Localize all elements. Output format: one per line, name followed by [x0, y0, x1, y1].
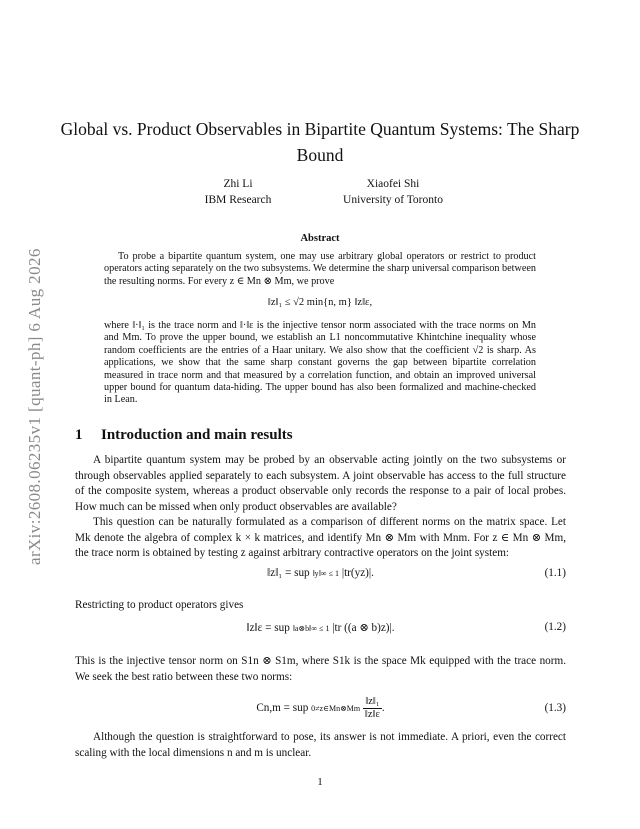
abstract-paragraph-2: where ‖·‖₁ is the trace norm and ‖·‖ε is the injective tensor norm associated with the trace norms on Mn and Mm. To prove the upper bound, we establish an L1 noncommutative Khintchine inequality whose random coefficients are the entries of a Haar unitary. We also show that the coefficient √2 is sharp. As applications, we show that the same sharp constant governs the gap between bipartite correlation measured in trace norm and that measured by a correlation function, and obtain an improved universal upper bound for quantum data-hiding. The upper bound has also been formalized and machine-checked in Lean.	[104, 320, 536, 406]
body-paragraph-1: A bipartite quantum system may be probed by an observable acting jointly on the two subsystems or through observables applied separately to each subsystem. A joint observable has access to the full structure of the composite system, whereas a product observable only records the response to a pair of local probes. How much can be missed when only product observables are available?	[75, 454, 566, 513]
body-paragraph-3: Restricting to product operators gives	[75, 599, 244, 611]
section-number: 1	[75, 427, 83, 443]
section-heading	[75, 427, 293, 444]
abstract-paragraph-1: To probe a bipartite quantum system, one may use arbitrary global operators or restrict to product operators acting separately on the two subsystems. We determine the sharp universal comparison between the resulting norms. For every z ∈ Mn ⊗ Mm, we prove	[104, 251, 536, 287]
abstract-equation: ‖z‖₁ ≤ √2 min{n, m} ‖z‖ε,	[267, 297, 373, 308]
equation-number: (1.2)	[544, 621, 566, 633]
body-paragraph-4: This is the injective tensor norm on S1n ⊗ S1m, where S1k is the space Mk equipped with the trace norm. We seek the best ratio between these two norms:	[75, 655, 566, 683]
equation-formula: ‖z‖₁ = sup ‖y‖∞ ≤ 1 |tr(yz)|.	[267, 567, 374, 579]
author-2	[318, 176, 468, 208]
equation-formula: Cn,m = sup 0≠z∈Mn⊗Mm $\frac{\text{‖z‖₁}}{‖z‖\varepsilon}$ .	[256, 696, 385, 720]
author-1	[178, 176, 298, 208]
paper-title: Global vs. Product Observables in Bipartite Quantum Systems: The Sharp Bound	[60, 119, 580, 165]
author-affiliation: IBM Research	[204, 194, 272, 206]
equation-1-3	[75, 696, 566, 726]
equation-formula: ‖z‖ε = sup ‖a⊗b‖∞ ≤ 1 |tr ((a ⊗ b)z)|.	[246, 622, 395, 634]
equation-1-1	[75, 567, 566, 593]
section-title: Introduction and main results	[101, 427, 293, 443]
body-paragraph-5: Although the question is straightforward to pose, its answer is not immediate. A priori, even the correct scaling with the local dimensions n and m is unclear.	[75, 731, 566, 759]
equation-1-2	[75, 621, 566, 647]
body-paragraph-2: This question can be naturally formulated as a comparison of different norms on the matrix space. Let Mk denote the algebra of complex k × k matrices, and identify Mn ⊗ Mm with Mnm. For z ∈ Mn ⊗ Mm, the trace norm is obtained by testing z against arbitrary contractive operators on the joint system:	[75, 516, 566, 560]
fraction: $\frac{\text{‖z‖₁}}{‖z‖\varepsilon}$	[364, 696, 380, 720]
equation-number: (1.1)	[544, 567, 566, 579]
abstract-heading: Abstract	[300, 233, 340, 244]
author-affiliation: University of Toronto	[343, 194, 443, 206]
arxiv-identifier: arXiv:2608.06235v1 [quant-ph] 6 Aug 2026	[25, 248, 44, 565]
author-name: Xiaofei Shi	[366, 178, 420, 190]
page-number: 1	[317, 776, 323, 788]
author-name: Zhi Li	[223, 178, 253, 190]
equation-number: (1.3)	[544, 702, 566, 714]
